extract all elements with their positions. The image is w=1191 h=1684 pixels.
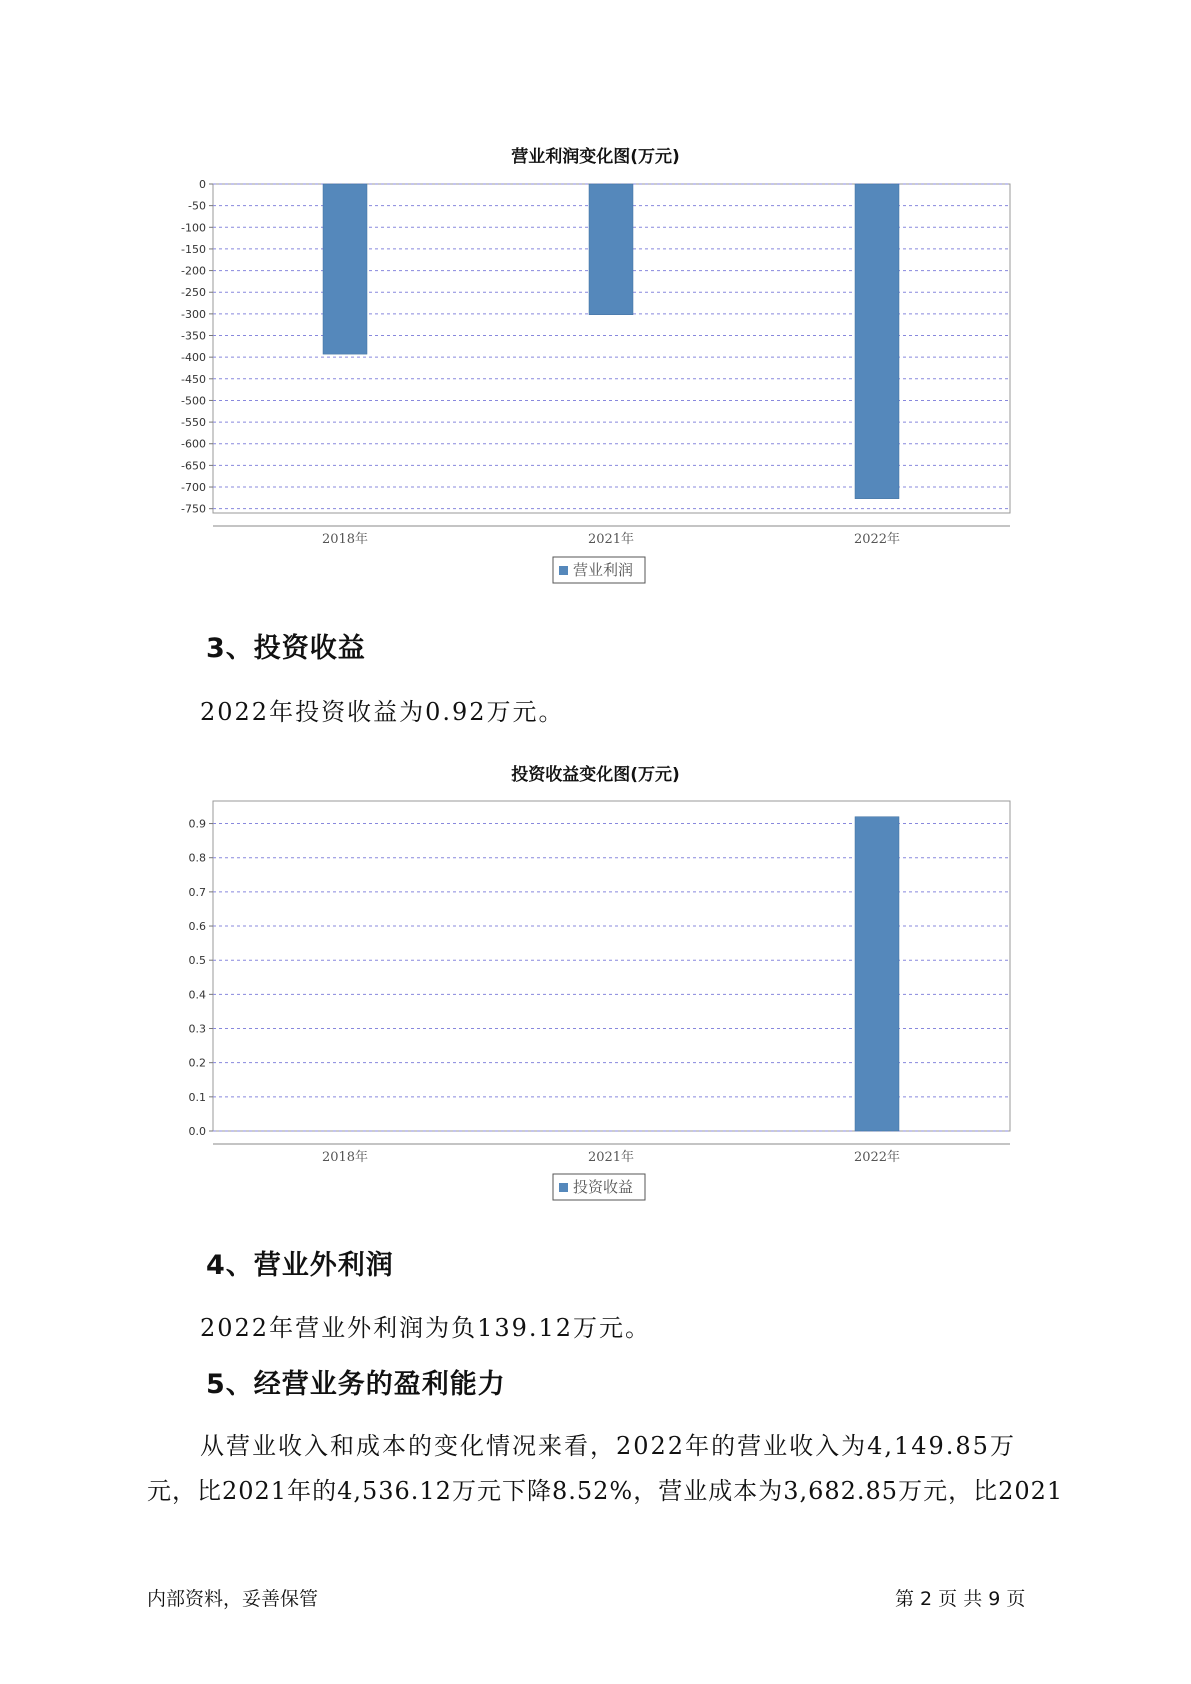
chart2-ytick-label: 0.5 [188, 954, 206, 968]
chart2-bar-2 [855, 817, 899, 1131]
chart1-ytick-label: -600 [181, 437, 206, 451]
chart1-xtick-label: 2021年 [587, 532, 635, 547]
chart1-ytick-label: -500 [181, 394, 206, 408]
chart1-ytick-label: -50 [188, 199, 206, 213]
chart1-xtick-label: 2018年 [321, 532, 369, 547]
chart1-ytick-label: -100 [181, 221, 206, 235]
chart2-ytick-label: 0.8 [188, 851, 206, 865]
chart2-ytick-label: 0.9 [188, 817, 206, 831]
chart1-ytick-label: -300 [181, 307, 206, 321]
chart2-ytick-label: 0.2 [188, 1056, 206, 1070]
chart2-ytick-label: 0.1 [188, 1090, 206, 1104]
chart1-legend-label: 营业利润 [573, 561, 634, 579]
chart2-title: 投资收益变化图(万元) [511, 765, 680, 785]
section5-heading: 5、经营业务的盈利能力 [206, 1369, 506, 1400]
chart1-ytick-label: -700 [181, 481, 206, 495]
section4-text: 2022年营业外利润为负139.12万元。 [200, 1314, 652, 1342]
chart1-xtick-label: 2022年 [853, 532, 901, 547]
chart2-ytick-label: 0.4 [188, 988, 206, 1002]
chart2-ytick-label: 0.7 [188, 885, 206, 899]
chart1-ytick-label: -200 [181, 264, 206, 278]
chart2-ytick-label: 0.6 [188, 920, 206, 934]
chart1-ytick-label: 0 [199, 178, 206, 191]
section4-heading: 4、营业外利润 [206, 1250, 394, 1281]
chart2-legend-label: 投资收益 [573, 1178, 634, 1196]
section5-line1: 从营业收入和成本的变化情况来看，2022年的营业收入为4,149.85万 [200, 1432, 1016, 1460]
chart1-ytick-label: -250 [181, 286, 206, 300]
footer-left: 内部资料，妥善保管 [147, 1588, 319, 1610]
section3-text: 2022年投资收益为0.92万元。 [200, 698, 565, 726]
chart1-ytick-label: -150 [181, 242, 206, 256]
chart2-xtick-label: 2022年 [853, 1150, 901, 1165]
section3-heading: 3、投资收益 [206, 633, 366, 664]
section5-line2: 元，比2021年的4,536.12万元下降8.52%，营业成本为3,682.85万元，比2021 [147, 1477, 1064, 1505]
chart2-legend-swatch [559, 1183, 568, 1192]
chart1-ytick-label: -750 [181, 502, 206, 516]
footer-page-number: 第 2 页 共 9 页 [895, 1588, 1026, 1610]
chart1-title: 营业利润变化图(万元) [511, 147, 680, 167]
chart2-ytick-label: 0.0 [188, 1125, 206, 1138]
chart2-xtick-label: 2018年 [321, 1150, 369, 1165]
chart1-ytick-label: -550 [181, 416, 206, 430]
chart1-ytick-label: -350 [181, 329, 206, 343]
chart1-ytick-label: -450 [181, 372, 206, 386]
chart1-ytick-label: -650 [181, 459, 206, 473]
chart1-ytick-label: -400 [181, 351, 206, 365]
chart2-xtick-label: 2021年 [587, 1150, 635, 1165]
chart2-ytick-label: 0.3 [188, 1022, 206, 1036]
